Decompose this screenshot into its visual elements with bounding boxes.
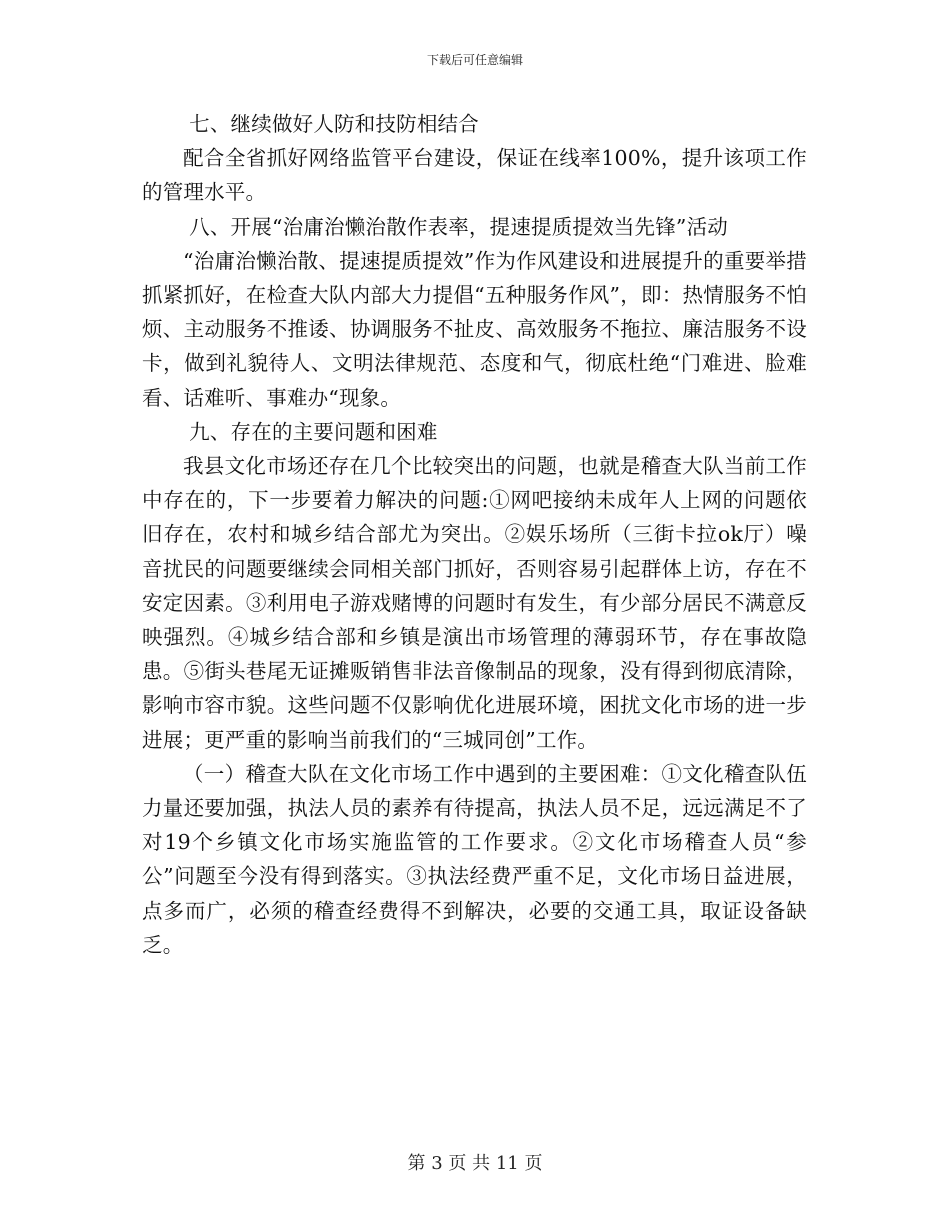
section-heading-9: 九、存在的主要问题和困难 bbox=[189, 419, 438, 444]
page-header-note: 下载后可任意编辑 bbox=[426, 53, 523, 67]
paragraph-network-monitoring: 配合全省抓好网络监管平台建设，保证在线率100%，提升该项工作的管理水平。 bbox=[142, 146, 807, 205]
document-body bbox=[142, 107, 807, 962]
paragraph-main-difficulties: （一）稽查大队在文化市场工作中遇到的主要困难：①文化稽查队伍力量还要加强，执法人员的素养有待提高，执法人员不足，远远满足不了对19个乡镇文化市场实施监管的工作要求。②文化市场稽查人员“参公”问题至今没有得到落实。③执法经费严重不足，文化市场日益进展，点多而广，必须的稽查经费得不到解决，必要的交通工具，取证设备缺乏。 bbox=[142, 761, 807, 957]
section-heading-8: 八、开展“治庸治懒治散作表率，提速提质提效当先锋”活动 bbox=[189, 214, 728, 239]
section-heading-7: 七、继续做好人防和技防相结合 bbox=[189, 112, 479, 136]
page-number: 第 3 页 共 11 页 bbox=[407, 1153, 543, 1174]
paragraph-main-problems: 我县文化市场还存在几个比较突出的问题，也就是稽查大队当前工作中存在的，下一步要着力解决的问题:①网吧接纳未成年人上网的问题依旧存在，农村和城乡结合部尤为突出。②娱乐场所（三街卡拉ok厅）噪音扰民的问题要继续会同相关部门抓好，否则容易引起群体上访，存在不安定因素。③利用电子游戏赌博的问题时有发生，有少部分居民不满意反映强烈。④城乡结合部和乡镇是演出市场管理的薄弱环节，存在事故隐患。⑤街头巷尾无证摊贩销售非法音像制品的现象，没有得到彻底清除，影响市容市貌。这些问题不仅影响优化进展环境，困扰文化市场的进一步进展；更严重的影响当前我们的“三城同创”工作。 bbox=[142, 454, 807, 752]
paragraph-work-style: “治庸治懒治散、提速提质提效”作为作风建设和进展提升的重要举措抓紧抓好，在检查大队内部大力提倡“五种服务作风”，即：热情服务不怕烦、主动服务不推诿、协调服务不扯皮、高效服务不拖拉、廉洁服务不设卡，做到礼貌待人、文明法律规范、态度和气，彻底杜绝“门难进、脸难看、话难听、事难办“现象。 bbox=[142, 248, 807, 410]
